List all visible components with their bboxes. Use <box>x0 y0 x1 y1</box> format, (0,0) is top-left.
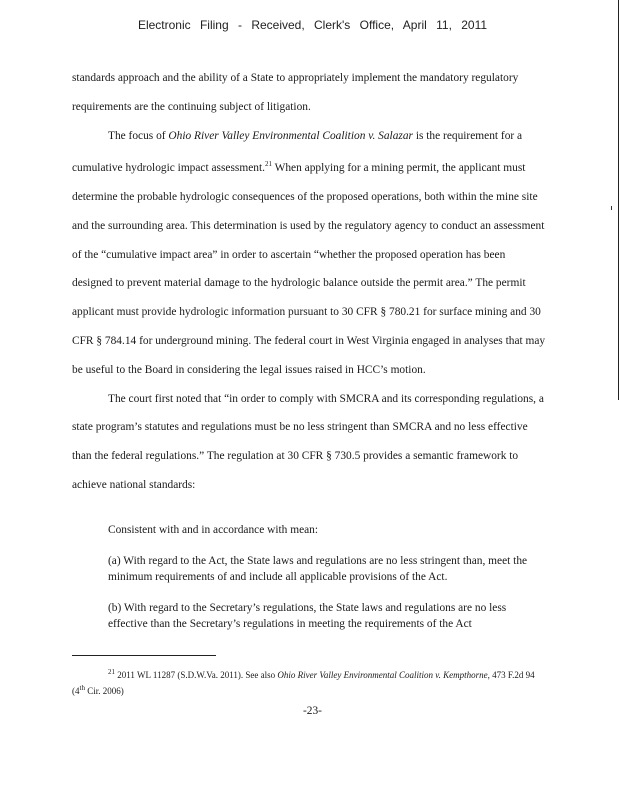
paragraph-focus <box>72 122 548 385</box>
footnote-divider <box>72 655 216 656</box>
margin-tick <box>611 206 612 210</box>
paragraph-focus-rest: When applying for a mining permit, the applicant must determine the probable hydrologic consequences of the proposed operations, both within the mine site and the surrounding area. This determination is used by the regulatory agency to conduct an assessment of the “cumulative impact area” in order to ascertain “whether the proposed operation has been designed to prevent material damage to the hydrologic balance outside the permit area.” The permit applicant must provide hydrologic information pursuant to 30 CFR § 780.21 for surface mining and 30 CFR § 784.14 for underground mining. The federal court in West Virginia engaged in analyses that may be useful to the Board in considering the legal issues raised in HCC’s motion. <box>72 162 546 376</box>
paragraph-continued: standards approach and the ability of a State to appropriately implement the mandatory regulatory requirements are the continuing subject of litigation. <box>72 72 519 113</box>
footnote-ref: 21 <box>264 160 272 169</box>
page-number: -23- <box>303 705 322 717</box>
filing-stamp-header: Electronic Filing - Received, Clerk's Office, April 11, 2011 <box>137 18 488 32</box>
case-name: Ohio River Valley Environmental Coalition v. Salazar <box>168 129 413 142</box>
footnote-cite: , 473 F.2d 94 (4 <box>72 670 535 696</box>
paragraph-focus-middle: is the requirement for a cumulative hydrologic impact assessment. <box>72 129 523 175</box>
footnote-ordinal: th <box>79 684 85 692</box>
quote-intro: Consistent with and in accordance with mean: <box>108 524 319 536</box>
footnote-number: 21 <box>108 668 115 676</box>
paragraph-focus-lead: The focus of <box>108 129 169 142</box>
margin-line <box>618 0 619 400</box>
footnote-case: Ohio River Valley Environmental Coalition v. Kempthorne <box>277 670 488 680</box>
footnote <box>72 666 548 698</box>
footnote-end: Cir. 2006) <box>84 686 124 696</box>
main-text <box>72 64 548 500</box>
paragraph-court: The court first noted that “in order to comply with SMCRA and its corresponding regulations, a state program’s statutes and regulations must be no less stringent than SMCRA and no less effective than the federal regulations.” The regulation at 30 CFR § 730.5 provides a semantic framework to achieve national standards: <box>72 392 544 491</box>
quote-item-a: (a) With regard to the Act, the State laws and regulations are no less stringent than, meet the minimum requirements of and include all applicable provisions of the Act. <box>108 555 528 583</box>
quote-item-b: (b) With regard to the Secretary’s regulations, the State laws and regulations are no less effective than the Secretary’s regulations in meeting the requirements of the Act <box>108 602 507 630</box>
footnote-text: 2011 WL 11287 (S.D.W.Va. 2011). See also <box>115 670 278 680</box>
